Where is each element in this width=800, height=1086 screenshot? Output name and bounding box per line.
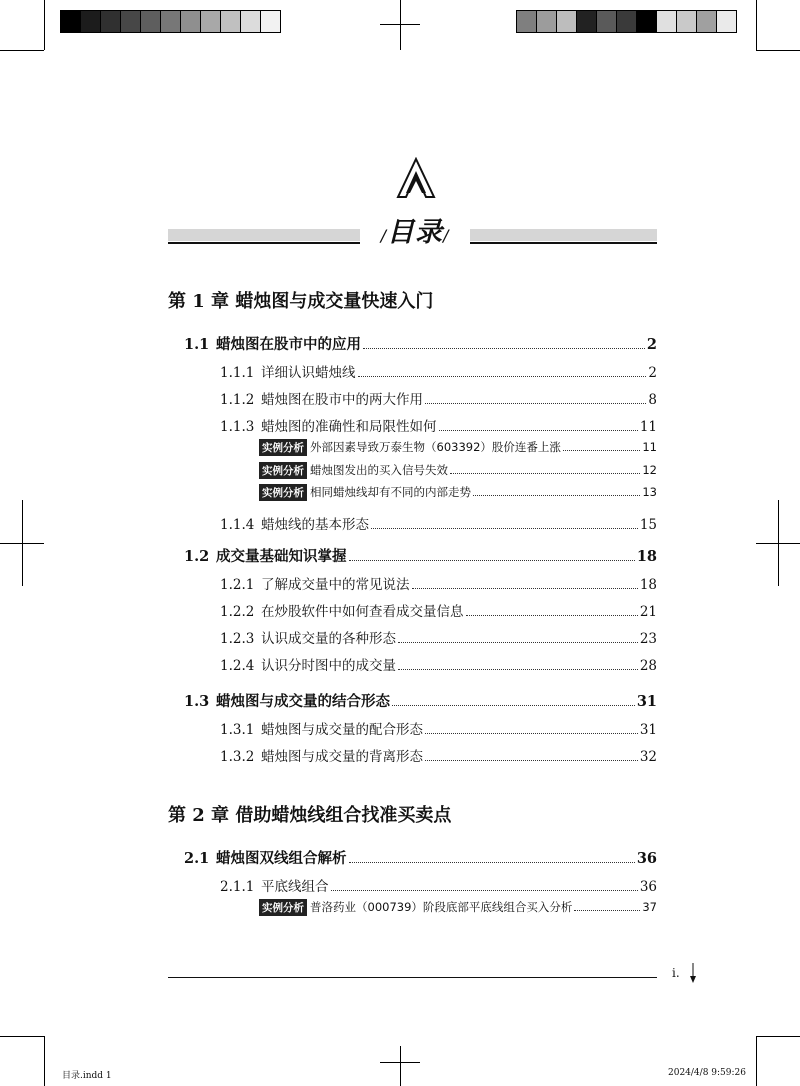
chapter-heading: 第 1 章 蜡烛图与成交量快速入门	[168, 291, 434, 312]
section-entry-label	[184, 847, 347, 868]
dot-leader	[425, 403, 646, 404]
page-title-text: 目录	[387, 217, 443, 248]
color-calibration-bar-right	[516, 10, 737, 33]
page-title	[360, 210, 470, 249]
section-entry	[184, 847, 657, 868]
subsection-title: 认识成交量的各种形态	[261, 631, 396, 647]
case-study-title: 蜡烛图发出的买入信号失效	[310, 462, 448, 477]
page-number-ref: 31	[639, 722, 657, 738]
subsection-number: 1.3.1	[220, 722, 255, 738]
subsection-entry	[220, 627, 657, 647]
subsection-entry-label	[220, 745, 423, 765]
case-study-entry-label	[259, 899, 572, 916]
crop-mark	[0, 50, 44, 51]
subsection-entry-label	[220, 875, 329, 895]
subsection-entry	[220, 600, 657, 620]
page-number-ref: 11	[642, 440, 657, 454]
subsection-entry-label	[220, 361, 356, 381]
crop-mark	[0, 1036, 44, 1037]
color-swatch	[557, 11, 577, 32]
color-swatch	[221, 11, 241, 32]
color-swatch	[61, 11, 81, 32]
section-number: 1.2	[184, 548, 210, 565]
section-entry-label	[184, 690, 390, 711]
chapter-heading: 第 2 章 借助蜡烛线组合找准买卖点	[168, 805, 452, 826]
dot-leader	[574, 910, 640, 911]
dot-leader	[412, 588, 638, 589]
case-study-badge: 实例分析	[259, 484, 307, 501]
dot-leader	[358, 376, 647, 377]
page-number-ref: 36	[639, 879, 657, 895]
chapter-logo-icon	[396, 157, 436, 199]
page-number-ref: 8	[648, 392, 657, 408]
dot-leader	[349, 862, 635, 863]
subsection-number: 1.2.2	[220, 604, 255, 620]
subsection-number: 1.2.1	[220, 577, 255, 593]
arrow-down-icon	[689, 963, 697, 983]
color-swatch	[537, 11, 557, 32]
page-number-ref: 23	[639, 631, 657, 647]
page-number: i.	[672, 966, 680, 980]
section-number: 2.1	[184, 850, 210, 867]
subsection-entry-label	[220, 573, 410, 593]
dot-leader	[450, 473, 640, 474]
subsection-title: 蜡烛图在股市中的两大作用	[261, 392, 423, 408]
crop-mark	[400, 0, 401, 50]
subsection-number: 2.1.1	[220, 879, 255, 895]
crop-mark	[756, 50, 800, 51]
subsection-title: 蜡烛线的基本形态	[261, 516, 369, 533]
dot-leader	[349, 560, 635, 561]
color-swatch	[597, 11, 617, 32]
subsection-entry-label	[220, 718, 423, 738]
section-title: 蜡烛图双线组合解析	[216, 850, 347, 867]
dot-leader	[398, 642, 638, 643]
color-swatch	[261, 11, 280, 32]
color-swatch	[201, 11, 221, 32]
case-study-entry	[259, 484, 657, 501]
case-study-title: 外部因素导致万泰生物（603392）股价连番上涨	[310, 440, 561, 454]
crop-mark	[756, 1036, 757, 1086]
crop-mark	[400, 1046, 401, 1086]
color-swatch	[121, 11, 141, 32]
crop-mark	[778, 500, 779, 586]
subsection-title: 详细认识蜡烛线	[261, 365, 356, 381]
color-swatch	[101, 11, 121, 32]
color-calibration-bar-left	[60, 10, 281, 33]
color-swatch	[141, 11, 161, 32]
color-swatch	[161, 11, 181, 32]
case-study-badge: 实例分析	[259, 439, 307, 456]
dot-leader	[563, 450, 640, 451]
page-number-ref: 21	[639, 604, 657, 620]
subsection-entry-label	[220, 627, 396, 647]
subsection-title: 平底线组合	[261, 879, 329, 895]
crop-mark	[44, 0, 45, 50]
case-study-title: 普洛药业（000739）阶段底部平底线组合买入分析	[310, 900, 573, 914]
dot-leader	[425, 733, 638, 734]
dot-leader	[425, 760, 638, 761]
case-study-entry-label	[259, 462, 448, 479]
file-slug: 目录.indd 1	[62, 1071, 112, 1081]
dot-leader	[466, 615, 638, 616]
page-number-ref: 18	[639, 577, 657, 593]
section-entry-label	[184, 545, 347, 566]
subsection-number: 1.1.4	[220, 516, 255, 533]
color-swatch	[717, 11, 736, 32]
color-swatch	[677, 11, 697, 32]
section-entry-label	[184, 333, 361, 354]
subsection-entry-label	[220, 513, 369, 533]
page-number-ref: 18	[636, 548, 657, 565]
subsection-number: 1.1.1	[220, 365, 255, 381]
subsection-entry	[220, 361, 657, 381]
page-number-ref: 12	[642, 462, 657, 477]
color-swatch	[637, 11, 657, 32]
dot-leader	[398, 669, 638, 670]
subsection-number: 1.1.2	[220, 392, 255, 408]
case-study-entry	[259, 899, 657, 916]
color-swatch	[577, 11, 597, 32]
crop-mark	[44, 1036, 45, 1086]
dot-leader	[439, 430, 638, 431]
page-number-ref: 2	[646, 336, 657, 353]
subsection-entry	[220, 718, 657, 738]
color-swatch	[617, 11, 637, 32]
subsection-title: 蜡烛图的准确性和局限性如何	[261, 419, 437, 435]
subsection-entry-label	[220, 415, 437, 435]
color-swatch	[181, 11, 201, 32]
title-slash-right: /	[443, 226, 450, 245]
subsection-entry	[220, 513, 657, 533]
color-swatch	[697, 11, 717, 32]
section-entry	[184, 545, 657, 566]
case-study-title: 相同蜡烛线却有不同的内部走势	[310, 485, 471, 499]
case-study-badge: 实例分析	[259, 462, 307, 479]
section-number: 1.3	[184, 693, 210, 710]
subsection-entry	[220, 388, 657, 408]
subsection-title: 了解成交量中的常见说法	[261, 577, 410, 593]
case-study-entry	[259, 439, 657, 456]
page-number-ref: 13	[642, 485, 657, 499]
subsection-number: 1.2.3	[220, 631, 255, 647]
dot-leader	[331, 890, 638, 891]
dot-leader	[363, 348, 645, 349]
dot-leader	[473, 495, 640, 496]
color-swatch	[517, 11, 537, 32]
crop-mark	[756, 0, 757, 50]
subsection-number: 1.3.2	[220, 749, 255, 765]
color-swatch	[657, 11, 677, 32]
dot-leader	[392, 705, 635, 706]
page-number-ref: 11	[639, 419, 657, 435]
footer-rule	[168, 977, 657, 978]
subsection-entry	[220, 415, 657, 435]
subsection-entry	[220, 654, 657, 674]
crop-mark	[380, 1062, 420, 1063]
date-slug: 2024/4/8 9:59:26	[668, 1068, 746, 1078]
subsection-title: 蜡烛图与成交量的背离形态	[261, 749, 423, 765]
color-swatch	[81, 11, 101, 32]
subsection-entry-label	[220, 600, 464, 620]
section-entry	[184, 690, 657, 711]
crop-mark	[756, 1036, 800, 1037]
crop-mark	[380, 24, 420, 25]
subsection-entry	[220, 875, 657, 895]
crop-mark	[22, 500, 23, 586]
subsection-title: 在炒股软件中如何查看成交量信息	[261, 604, 464, 620]
case-study-entry	[259, 462, 657, 479]
page-number-ref: 36	[636, 850, 657, 867]
case-study-entry-label	[259, 484, 471, 501]
page-number-ref: 32	[639, 749, 657, 765]
subsection-number: 1.1.3	[220, 419, 255, 435]
case-study-entry-label	[259, 439, 561, 456]
subsection-entry-label	[220, 654, 396, 674]
page-number-ref: 37	[642, 900, 657, 914]
subsection-number: 1.2.4	[220, 658, 255, 674]
page-number-ref: 28	[639, 658, 657, 674]
color-swatch	[241, 11, 261, 32]
page-number-ref: 15	[639, 516, 657, 533]
title-slash-left: /	[380, 226, 387, 245]
page-number-ref: 31	[636, 693, 657, 710]
section-entry	[184, 333, 657, 354]
section-title: 成交量基础知识掌握	[216, 548, 347, 565]
case-study-badge: 实例分析	[259, 899, 307, 916]
subsection-entry	[220, 573, 657, 593]
subsection-entry-label	[220, 388, 423, 408]
subsection-title: 蜡烛图与成交量的配合形态	[261, 722, 423, 738]
subsection-entry	[220, 745, 657, 765]
page-number-ref: 2	[648, 365, 657, 381]
section-number: 1.1	[184, 336, 210, 353]
section-title: 蜡烛图在股市中的应用	[216, 336, 361, 353]
section-title: 蜡烛图与成交量的结合形态	[216, 693, 390, 710]
dot-leader	[371, 528, 638, 529]
subsection-title: 认识分时图中的成交量	[261, 658, 396, 674]
